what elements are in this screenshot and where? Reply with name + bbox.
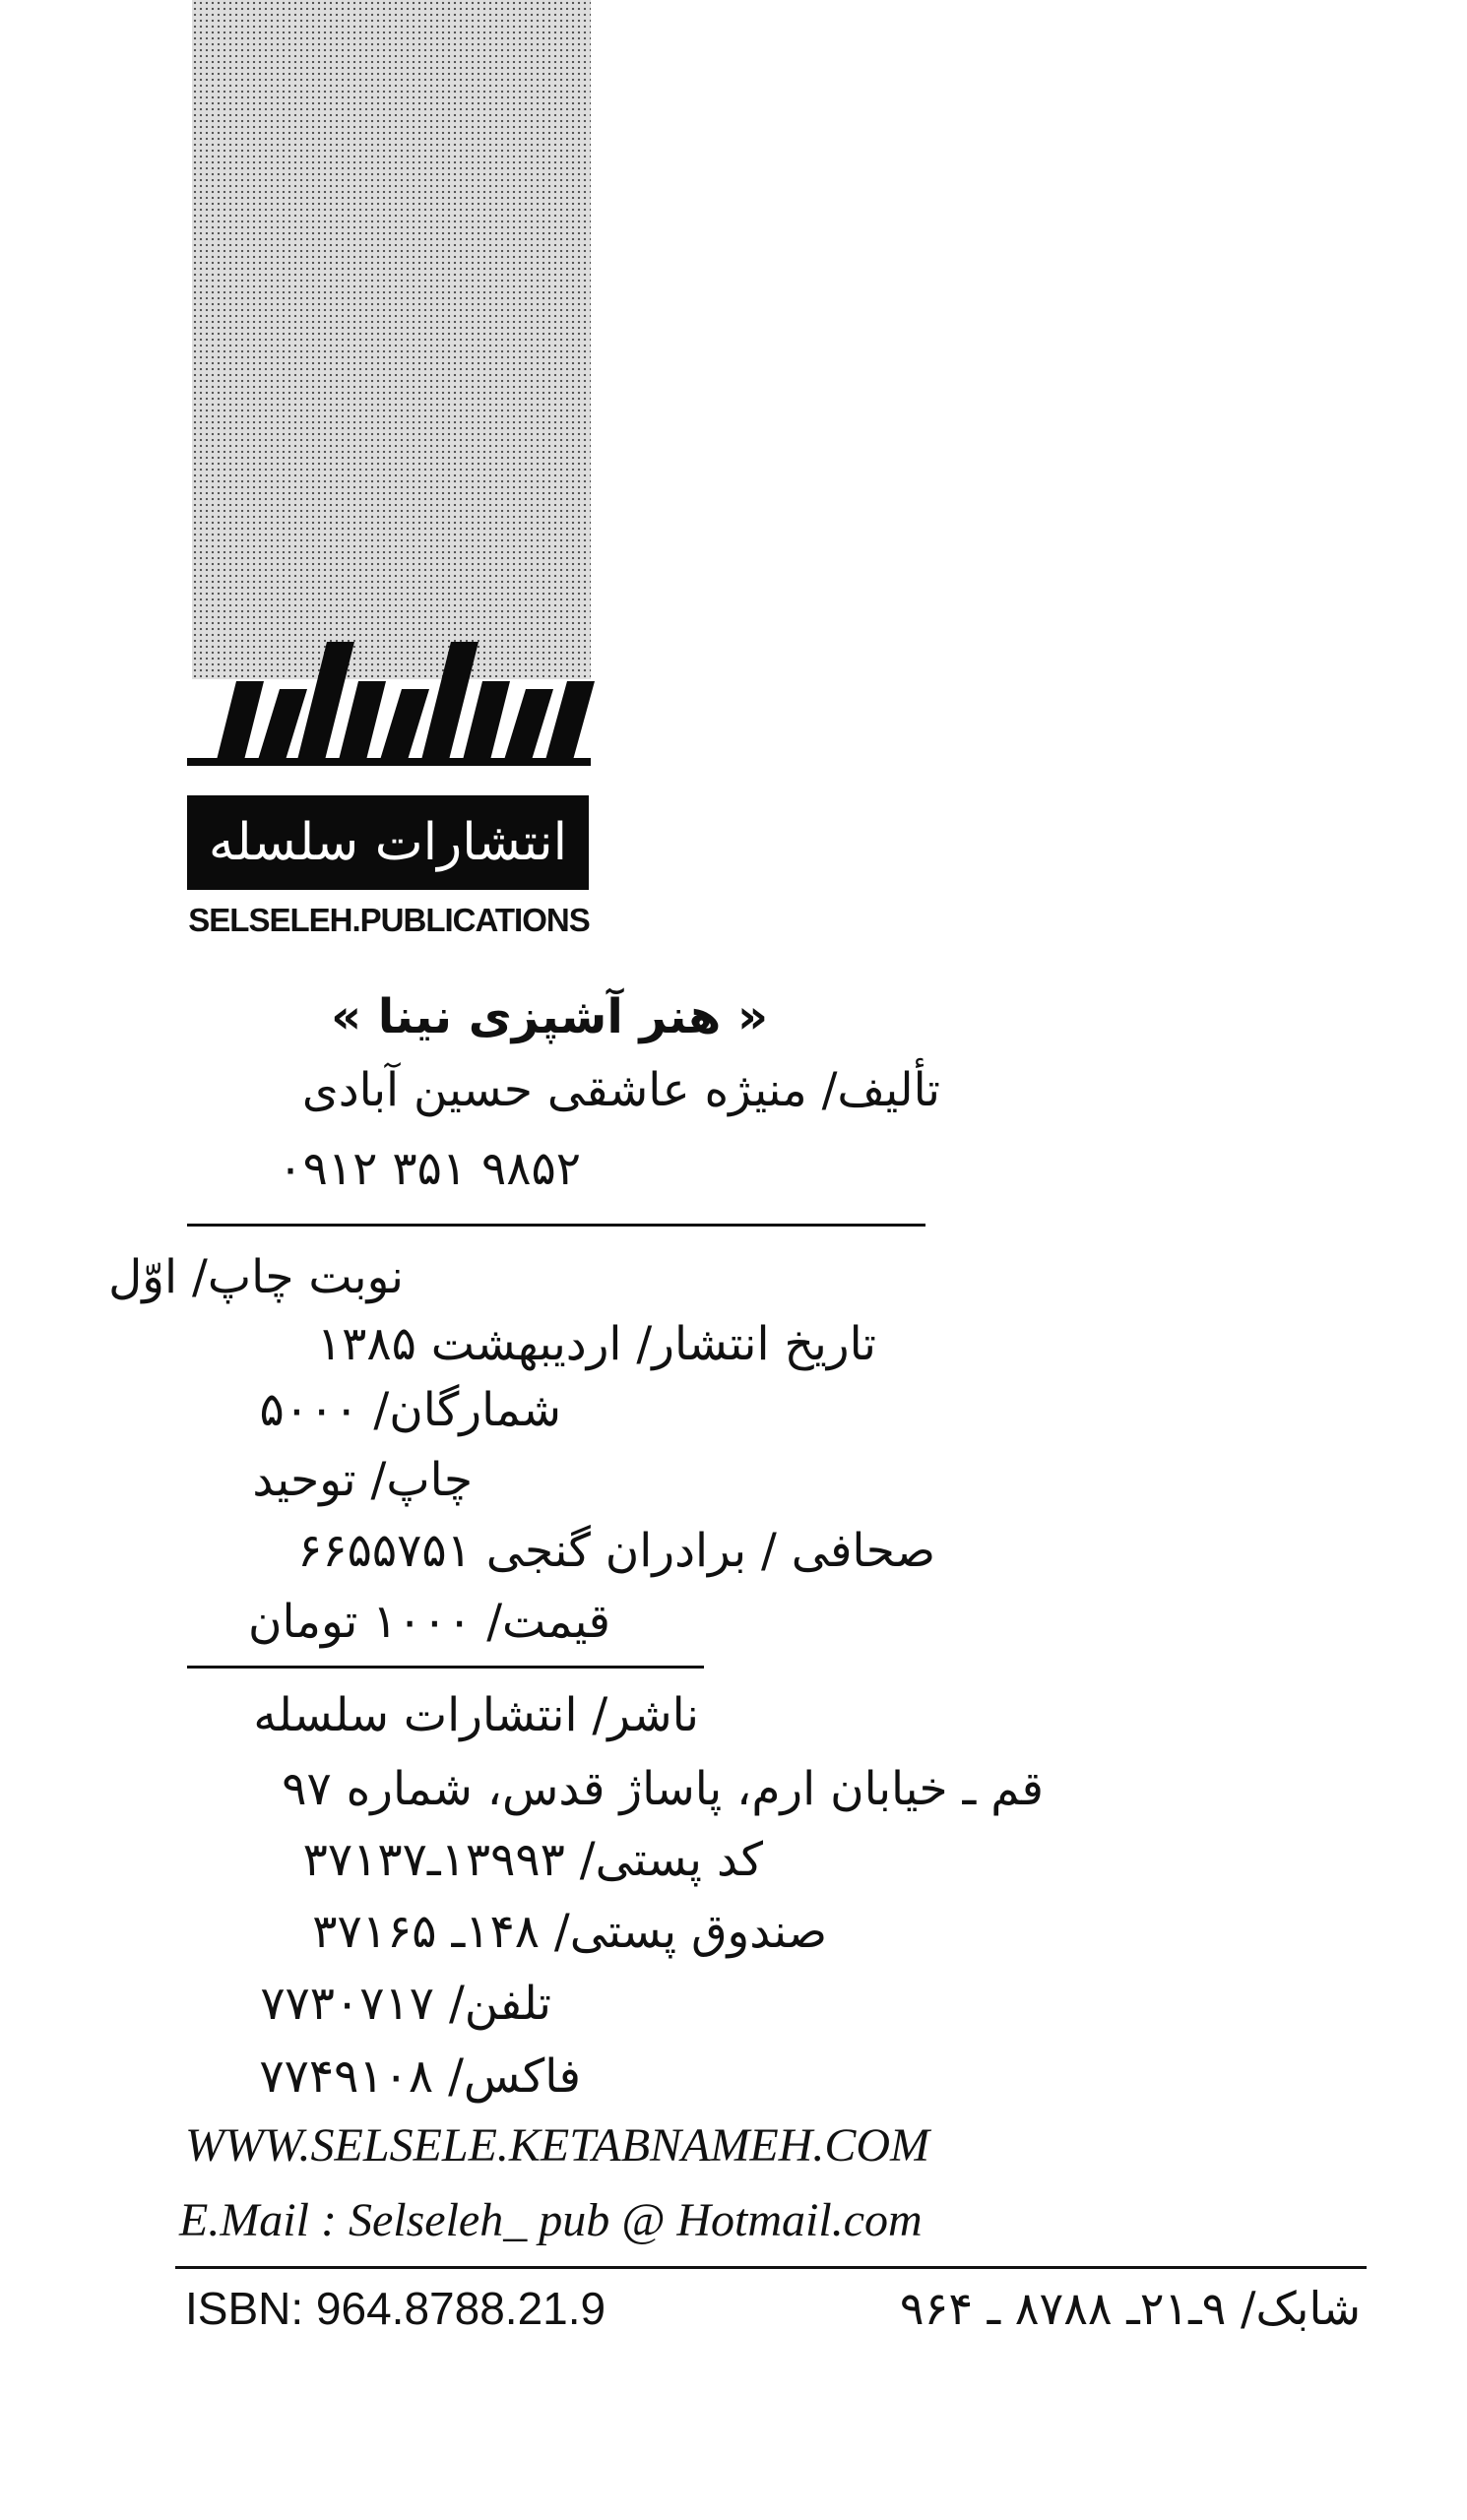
logo-text-latin: SELSELEH.PUBLICATIONS	[188, 902, 590, 938]
fax: فاکس/ ۷۷۴۹۱۰۸	[259, 2049, 581, 2104]
email-link[interactable]: E.Mail : Selseleh_ pub @ Hotmail.com	[179, 2194, 923, 2246]
printing: چاپ/ توحید	[252, 1453, 473, 1507]
website-link[interactable]: WWW.SELSELE.KETABNAMEH.COM	[185, 2119, 929, 2172]
price: قیمت/ ۱۰۰۰ تومان	[247, 1595, 610, 1649]
divider-3	[175, 2266, 1367, 2269]
logo-box	[187, 795, 589, 890]
edition: نوبت چاپ/ اوّل	[108, 1250, 404, 1304]
publisher-address: قم ـ خیابان ارم، پاساژ قدس، شماره ۹۷	[282, 1762, 1044, 1816]
publish-date: تاریخ انتشار/ اردیبهشت ۱۳۸۵	[316, 1317, 876, 1371]
divider-2	[187, 1666, 704, 1669]
author: تألیف/ منیژه عاشقی حسین آبادی	[301, 1063, 940, 1117]
logo-stripes	[187, 620, 610, 768]
circulation: شمارگان/ ۵۰۰۰	[259, 1383, 561, 1437]
phone: ۰۹۱۲ ۳۵۱ ۹۸۵۲	[278, 1142, 581, 1196]
binding: صحافی / برادران گنجی ۶۶۵۵۷۵۱	[297, 1524, 935, 1578]
divider-1	[187, 1224, 925, 1227]
book-title: « هنر آشپزی نینا »	[331, 989, 768, 1044]
halftone-banner	[192, 0, 591, 679]
logo-text-fa: انتشارات سلسله	[208, 813, 568, 872]
telephone: تلفن/ ۷۷۳۰۷۱۷	[260, 1977, 551, 2031]
isbn-fa: شابک/ ۹ـ۲۱ـ ۸۷۸۸ ـ ۹۶۴	[899, 2282, 1361, 2335]
publisher-name: ناشر/ انتشارات سلسله	[253, 1688, 699, 1742]
po-box: صندوق پستی/ ۱۴۸ـ ۳۷۱۶۵	[312, 1905, 827, 1959]
isbn-latin: ISBN: 964.8788.21.9	[185, 2283, 606, 2334]
postal-code: کد پستی/ ۱۳۹۹۳ـ۳۷۱۳۷	[302, 1833, 763, 1887]
